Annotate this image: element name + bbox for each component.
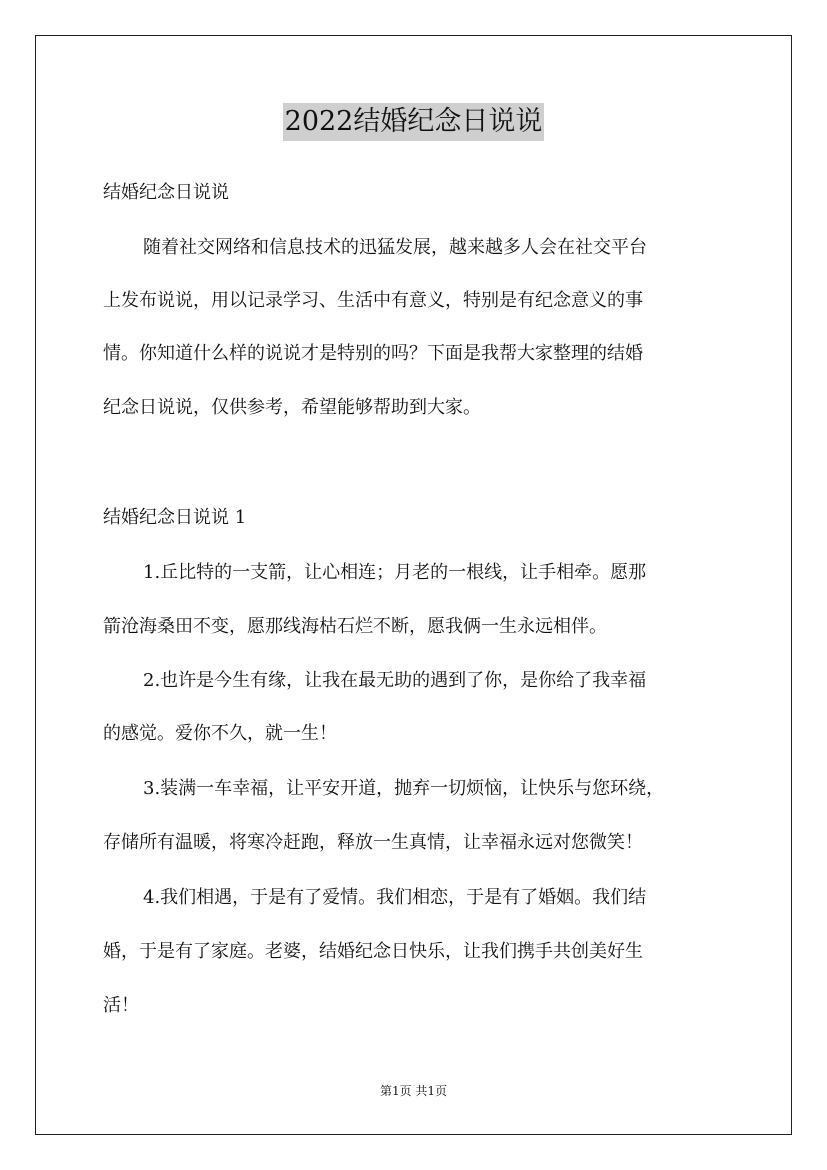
section-heading: 结婚纪念日说说 1 — [103, 507, 247, 528]
intro-line-1: 随着社交网络和信息技术的迅猛发展，越来越多人会在社交平台 — [143, 237, 647, 258]
page-footer: 第1页 共1页 — [379, 1084, 448, 1098]
item-2-line-1: 2.也许是今生有缘，让我在最无助的遇到了你，是你给了我幸福 — [143, 670, 647, 691]
item-1-line-1: 1.丘比特的一支箭，让心相连；月老的一根线，让手相牵。愿那 — [143, 562, 647, 583]
item-4-line-2: 婚，于是有了家庭。老婆，结婚纪念日快乐，让我们携手共创美好生 — [103, 941, 643, 962]
subtitle: 结婚纪念日说说 — [103, 182, 229, 203]
item-4-line-3: 活！ — [103, 995, 139, 1016]
item-1-line-2: 箭沧海桑田不变，愿那线海枯石烂不断，愿我俩一生永远相伴。 — [103, 616, 607, 637]
title-container — [0, 103, 827, 141]
intro-line-2: 上发布说说，用以记录学习、生活中有意义，特别是有纪念意义的事 — [103, 290, 643, 311]
document-title: 2022结婚纪念日说说 — [283, 103, 545, 141]
intro-line-3: 情。你知道什么样的说说才是特别的吗？下面是我帮大家整理的结婚 — [103, 343, 643, 364]
item-4-line-1: 4.我们相遇，于是有了爱情。我们相恋，于是有了婚姻。我们结 — [143, 887, 647, 908]
item-3-line-2: 存储所有温暖，将寒冷赶跑，释放一生真情，让幸福永远对您微笑！ — [103, 832, 643, 853]
item-3-line-1: 3.装满一车幸福，让平安开道，抛弃一切烦恼，让快乐与您环绕， — [143, 778, 665, 799]
intro-line-4: 纪念日说说，仅供参考，希望能够帮助到大家。 — [103, 397, 481, 418]
item-2-line-2: 的感觉。爱你不久，就一生！ — [103, 723, 337, 744]
